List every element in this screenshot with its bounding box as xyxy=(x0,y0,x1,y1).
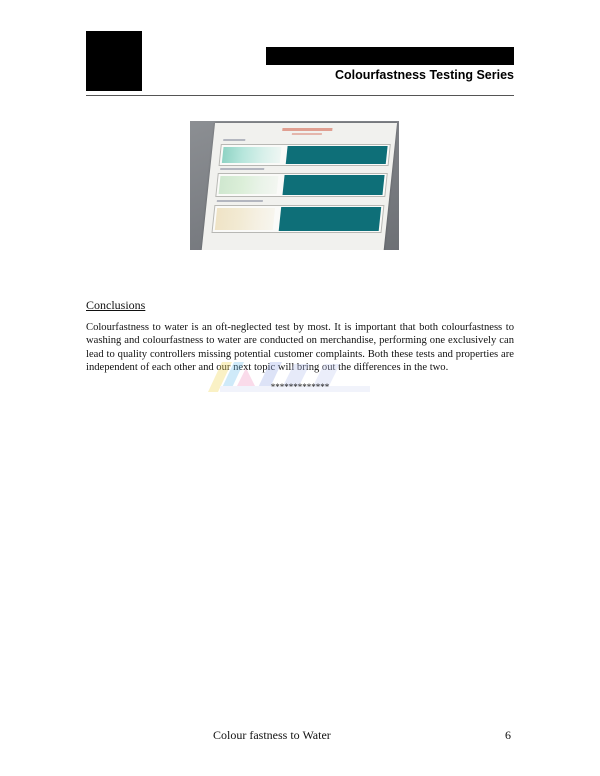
series-title: Colourfastness Testing Series xyxy=(335,68,514,82)
strip-label-mark xyxy=(223,139,245,141)
strip-label-mark xyxy=(220,168,264,170)
conclusions-paragraph: Colourfastness to water is an oft-neglected test by most. It is important that both colourfastness to washing and colourfastness to water are conducted on merchandise, performing one exclusively can lead to quality controllers missing potential customer complaints. Both these tests and properties are independent of each other and our next topic will bring out the differences in the two. xyxy=(86,322,514,374)
teal-fabric-swatch xyxy=(282,175,384,195)
photo-sheet-title-mark xyxy=(282,128,332,131)
multifibre-strip xyxy=(219,144,391,166)
strip-label-mark xyxy=(217,200,263,202)
page-number: 6 xyxy=(505,728,511,742)
multifibre-strip xyxy=(215,173,388,197)
stained-fibre-area xyxy=(219,176,279,194)
conclusions-heading: Conclusions xyxy=(86,298,146,312)
header-divider xyxy=(86,95,514,96)
stained-fibre-area xyxy=(222,147,282,163)
company-logo-block xyxy=(86,31,142,91)
photo-paper-sheet xyxy=(201,123,397,250)
teal-fabric-swatch xyxy=(286,146,388,164)
stained-fibre-area xyxy=(215,208,275,230)
test-result-photo xyxy=(190,121,399,250)
footer-title: Colour fastness to Water xyxy=(213,728,331,742)
photo-sheet-subtitle-mark xyxy=(292,133,322,135)
multifibre-strip xyxy=(211,205,384,233)
section-separator: ************* xyxy=(270,382,330,392)
header-black-bar xyxy=(266,47,514,65)
teal-fabric-swatch xyxy=(279,207,382,231)
